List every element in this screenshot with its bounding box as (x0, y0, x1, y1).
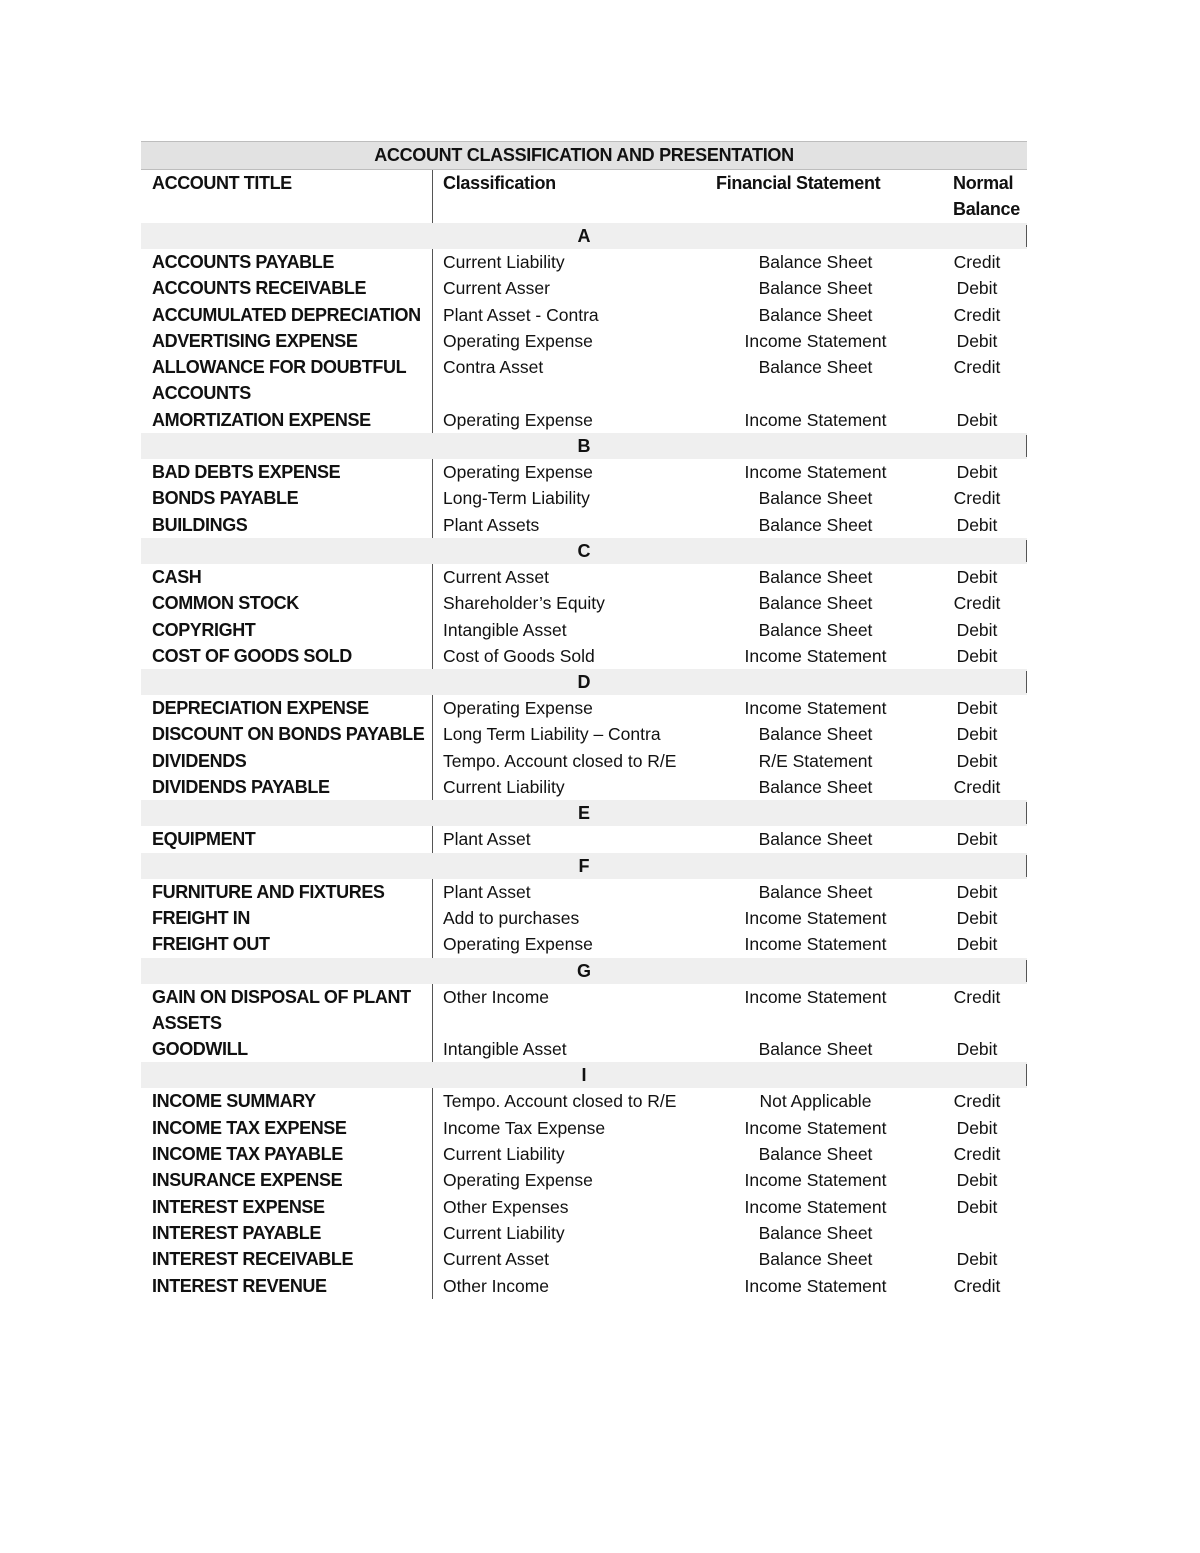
table-row (141, 695, 1027, 721)
account-title-cell: FREIGHT IN (152, 907, 250, 928)
financial-statement-cell: Balance Sheet (758, 777, 873, 798)
section-letter-c: C (141, 538, 1027, 564)
normal-balance-cell: Debit (956, 1249, 998, 1270)
account-title-cell: INTEREST PAYABLE (152, 1222, 321, 1243)
normal-balance-cell: Credit (953, 593, 1001, 614)
normal-balance-cell: Credit (953, 777, 1001, 798)
account-title-cell: DEPRECIATION EXPENSE (152, 698, 369, 719)
classification-cell: Operating Expense (432, 1167, 704, 1193)
table-row (141, 275, 1027, 301)
table-row (141, 1167, 1027, 1193)
table-row (141, 984, 1027, 1037)
normal-balance-cell: Debit (956, 724, 998, 745)
normal-balance-cell: Debit (956, 907, 998, 928)
classification-cell: Plant Asset (432, 826, 704, 852)
financial-statement-cell: Income Statement (744, 1170, 887, 1191)
normal-balance-cell: Debit (956, 698, 998, 719)
financial-statement-cell: R/E Statement (758, 750, 873, 771)
financial-statement-cell: Balance Sheet (758, 1144, 873, 1165)
financial-statement-cell: Income Statement (744, 330, 887, 351)
table-row (141, 826, 1027, 852)
table-row (141, 407, 1027, 433)
financial-statement-cell: Balance Sheet (758, 278, 873, 299)
financial-statement-cell: Balance Sheet (758, 252, 873, 272)
account-title-cell: BAD DEBTS EXPENSE (152, 462, 341, 483)
normal-balance-cell: Debit (956, 462, 998, 483)
financial-statement-cell: Income Statement (744, 698, 887, 719)
account-title-cell: COPYRIGHT (152, 619, 256, 640)
account-title-cell: INTEREST EXPENSE (152, 1196, 325, 1217)
account-title-cell: INSURANCE EXPENSE (152, 1170, 343, 1191)
normal-balance-cell: Credit (953, 1275, 1001, 1296)
account-title-cell: ACCUMULATED DEPRECIATION (152, 304, 421, 325)
classification-cell: Long-Term Liability (432, 485, 704, 511)
account-title-cell: AMORTIZATION EXPENSE (152, 409, 371, 430)
table-row (141, 459, 1027, 485)
normal-balance-cell: Debit (956, 409, 998, 430)
table-row (141, 748, 1027, 774)
normal-balance-cell: Credit (953, 304, 1001, 325)
account-title-cell: INCOME TAX EXPENSE (152, 1117, 347, 1138)
classification-cell: Operating Expense (432, 695, 704, 721)
account-classification-document (141, 141, 1027, 1299)
account-title-cell: COMMON STOCK (152, 593, 299, 614)
financial-statement-cell: Balance Sheet (758, 1039, 873, 1060)
financial-statement-cell: Balance Sheet (758, 1222, 873, 1243)
normal-balance-cell: Debit (956, 1039, 998, 1060)
financial-statement-cell: Balance Sheet (758, 357, 873, 378)
section-letter-e: E (141, 800, 1027, 826)
account-title-cell: DIVIDENDS (152, 750, 247, 771)
account-title-cell: INCOME TAX PAYABLE (152, 1144, 343, 1165)
table-row (141, 1246, 1027, 1272)
classification-cell: Current Liability (432, 1220, 704, 1246)
normal-balance-cell: Credit (953, 488, 1001, 509)
normal-balance-cell: Debit (956, 619, 998, 640)
financial-statement-cell: Balance Sheet (758, 566, 873, 587)
normal-balance-cell: Debit (956, 566, 998, 587)
table-row (141, 1115, 1027, 1141)
classification-cell: Operating Expense (432, 407, 704, 433)
table-row (141, 1273, 1027, 1299)
classification-cell: Plant Assets (432, 512, 704, 538)
normal-balance-cell: Credit (953, 252, 1001, 272)
classification-cell: Shareholder’s Equity (432, 590, 704, 616)
classification-cell: Current Liability (432, 774, 704, 800)
account-title-cell: ACCOUNTS PAYABLE (152, 252, 334, 272)
financial-statement-cell: Balance Sheet (758, 724, 873, 745)
normal-balance-cell: Debit (956, 278, 998, 299)
account-title-cell: BONDS PAYABLE (152, 488, 299, 509)
normal-balance-cell: Debit (956, 330, 998, 351)
account-title-cell: INTEREST REVENUE (152, 1275, 327, 1296)
normal-balance-cell: Debit (956, 514, 998, 535)
classification-cell: Intangible Asset (432, 1036, 704, 1062)
classification-cell: Plant Asset - Contra (432, 302, 704, 328)
classification-cell: Current Asset (432, 1246, 704, 1272)
classification-cell: Contra Asset (432, 354, 704, 407)
account-title-cell: ADVERTISING EXPENSE (152, 330, 358, 351)
classification-cell: Intangible Asset (432, 617, 704, 643)
normal-balance-cell: Credit (953, 986, 1001, 1007)
account-title-cell: FURNITURE AND FIXTURES (152, 881, 385, 902)
classification-cell: Other Income (432, 1273, 704, 1299)
section-letter-g: G (141, 958, 1027, 984)
financial-statement-cell: Balance Sheet (758, 488, 873, 509)
classification-cell: Add to purchases (432, 905, 704, 931)
classification-cell: Income Tax Expense (432, 1115, 704, 1141)
account-title-cell: DIVIDENDS PAYABLE (152, 777, 330, 798)
account-title-cell: GOODWILL (152, 1039, 248, 1060)
table-row (141, 354, 1027, 407)
financial-statement-cell: Income Statement (744, 1196, 887, 1217)
financial-statement-cell: Income Statement (744, 462, 887, 483)
table-row (141, 1088, 1027, 1114)
financial-statement-cell: Balance Sheet (758, 514, 873, 535)
header-classification: Classification (432, 170, 704, 223)
section-letter-i: I (141, 1062, 1027, 1088)
table-row (141, 512, 1027, 538)
classification-cell: Operating Expense (432, 459, 704, 485)
classification-cell: Tempo. Account closed to R/E (432, 748, 704, 774)
normal-balance-cell: Debit (956, 645, 998, 666)
financial-statement-cell: Income Statement (744, 986, 887, 1007)
classification-cell: Cost of Goods Sold (432, 643, 704, 669)
normal-balance-cell: Debit (956, 1196, 998, 1217)
section-letter-d: D (141, 669, 1027, 695)
table-row (141, 931, 1027, 957)
classification-cell: Operating Expense (432, 328, 704, 354)
financial-statement-cell: Balance Sheet (758, 593, 873, 614)
account-title-cell: COST OF GOODS SOLD (152, 645, 352, 666)
table-row (141, 249, 1027, 275)
normal-balance-cell: Debit (956, 829, 998, 850)
account-title-cell: DISCOUNT ON BONDS PAYABLE (152, 724, 425, 745)
normal-balance-cell: Debit (956, 1170, 998, 1191)
classification-cell: Tempo. Account closed to R/E (432, 1088, 704, 1114)
classification-cell: Plant Asset (432, 879, 704, 905)
table-row (141, 564, 1027, 590)
classification-cell: Other Income (432, 984, 704, 1037)
financial-statement-cell: Not Applicable (759, 1091, 872, 1112)
normal-balance-cell: Debit (956, 934, 998, 955)
table-row (141, 590, 1027, 616)
classification-cell: Other Expenses (432, 1194, 704, 1220)
section-letter-b: B (141, 433, 1027, 459)
financial-statement-cell: Balance Sheet (758, 829, 873, 850)
table-row (141, 617, 1027, 643)
normal-balance-cell: Debit (956, 1117, 998, 1138)
document-title: ACCOUNT CLASSIFICATION AND PRESENTATION (141, 141, 1027, 170)
table-row (141, 328, 1027, 354)
table-row (141, 1036, 1027, 1062)
financial-statement-cell: Balance Sheet (758, 881, 873, 902)
table-header-row (141, 170, 1027, 223)
normal-balance-cell (927, 1220, 1027, 1246)
normal-balance-cell: Credit (953, 1144, 1001, 1165)
header-account-title: ACCOUNT TITLE (152, 173, 292, 193)
account-title-cell: ACCOUNTS RECEIVABLE (152, 278, 367, 299)
account-title-cell: EQUIPMENT (152, 829, 256, 850)
account-title-cell: BUILDINGS (152, 514, 248, 535)
financial-statement-cell: Income Statement (744, 907, 887, 928)
header-financial-statement: Financial Statement (716, 173, 881, 193)
account-title-cell: CASH (152, 566, 202, 587)
table-row (141, 721, 1027, 747)
classification-cell: Current Asset (432, 564, 704, 590)
table-row (141, 485, 1027, 511)
section-letter-f: F (141, 853, 1027, 879)
classification-cell: Operating Expense (432, 931, 704, 957)
financial-statement-cell: Income Statement (744, 1117, 887, 1138)
account-title-cell: INTEREST RECEIVABLE (152, 1249, 354, 1270)
section-letter-a: A (141, 223, 1027, 249)
normal-balance-cell: Credit (953, 357, 1001, 378)
table-row (141, 1141, 1027, 1167)
header-normal-balance: Normal Balance (953, 173, 1020, 220)
financial-statement-cell: Balance Sheet (758, 619, 873, 640)
financial-statement-cell: Income Statement (744, 409, 887, 430)
classification-cell: Current Liability (432, 1141, 704, 1167)
table-row (141, 1194, 1027, 1220)
table-row (141, 774, 1027, 800)
classification-cell: Long Term Liability – Contra (432, 721, 704, 747)
table-row (141, 1220, 1027, 1246)
table-body (141, 223, 1027, 1299)
financial-statement-cell: Balance Sheet (758, 304, 873, 325)
account-title-cell: INCOME SUMMARY (152, 1091, 316, 1112)
table-row (141, 905, 1027, 931)
account-title-cell: GAIN ON DISPOSAL OF PLANT ASSETS (152, 986, 411, 1033)
table-row (141, 879, 1027, 905)
normal-balance-cell: Debit (956, 750, 998, 771)
classification-cell: Current Asser (432, 275, 704, 301)
table-row (141, 643, 1027, 669)
classification-cell: Current Liability (432, 249, 704, 275)
financial-statement-cell: Income Statement (744, 934, 887, 955)
financial-statement-cell: Balance Sheet (758, 1249, 873, 1270)
account-title-cell: ALLOWANCE FOR DOUBTFUL ACCOUNTS (152, 357, 406, 404)
account-title-cell: FREIGHT OUT (152, 934, 270, 955)
financial-statement-cell: Income Statement (744, 1275, 887, 1296)
table-row (141, 302, 1027, 328)
normal-balance-cell: Debit (956, 881, 998, 902)
normal-balance-cell: Credit (953, 1091, 1001, 1112)
financial-statement-cell: Income Statement (744, 645, 887, 666)
